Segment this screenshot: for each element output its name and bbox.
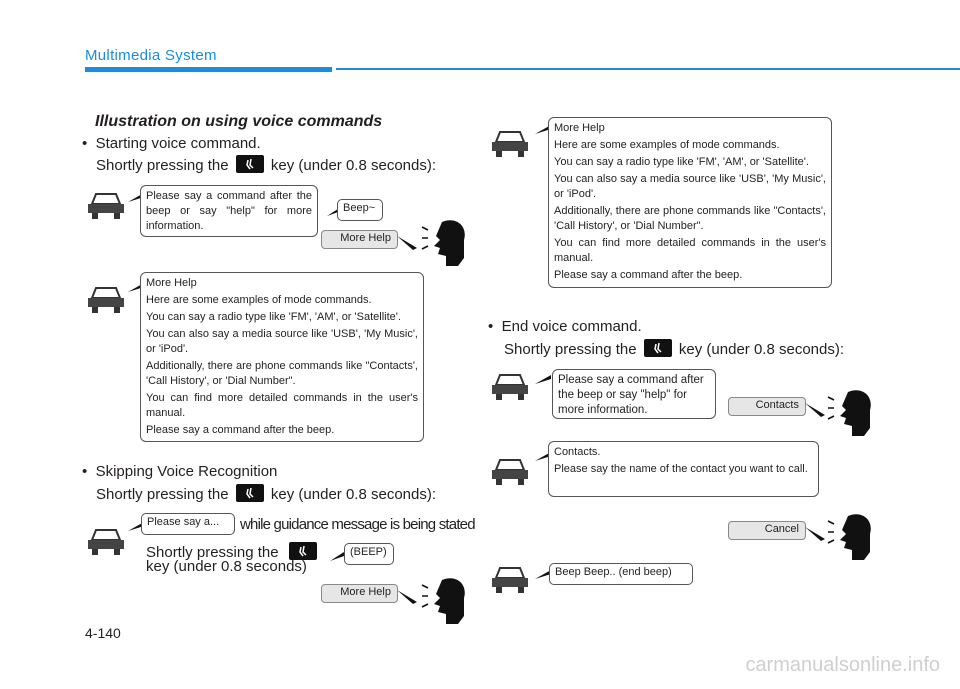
system-prompt-box: Please say a command after the beep or say "help" for more information.: [552, 369, 716, 419]
speech-tail: [805, 527, 825, 541]
user-speech-label: Cancel: [728, 521, 806, 540]
speech-tail: [805, 403, 825, 417]
speech-tail: [397, 590, 417, 604]
skipping-instruction: Shortly pressing the key (under 0.8 seconds):: [96, 486, 437, 503]
header-rule-thin: [336, 68, 960, 70]
speaking-person-icon: [826, 388, 874, 438]
system-prompt-short: Please say a...: [141, 513, 235, 535]
starting-instruction: Shortly pressing the key (under 0.8 seconds):: [96, 157, 437, 174]
car-icon: [490, 456, 530, 488]
section-title: Multimedia System: [85, 47, 217, 64]
watermark: carmanualsonline.info: [745, 654, 940, 676]
more-help-box-left: More Help Here are some examples of mode commands. You can say a radio type like 'FM', 'AM', or 'Satellite'. You can also say a media source like 'USB', 'My Music', or 'iPod'. Additionally, there are phone commands like "Contacts', 'Call History', or 'Dial Number". You can find more detailed commands in the user's manual. Please say a command after the beep.: [140, 272, 424, 442]
user-speech-label: Contacts: [728, 397, 806, 416]
skip-press-instruction: Shortly pressing the: [146, 542, 320, 561]
car-icon: [490, 564, 530, 596]
car-icon: [86, 284, 126, 316]
speech-tail: [330, 552, 344, 562]
talk-key-icon: [236, 155, 264, 173]
guidance-note: while guidance message is being stated: [240, 516, 475, 533]
skip-press-duration: key (under 0.8 seconds): [146, 558, 307, 575]
speaking-person-icon: [420, 218, 468, 268]
speaking-person-icon: [420, 576, 468, 626]
talk-key-icon: [236, 484, 264, 502]
system-prompt-box: Please say a command after the beep or say "help" for more information.: [140, 185, 318, 237]
ending-bullet: • End voice command.: [488, 318, 642, 335]
more-help-box-right: More Help Here are some examples of mode commands. You can say a radio type like 'FM', 'AM', or 'Satellite'. You can also say a media source like 'USB', 'My Music', or 'iPod'. Additionally, there are phone commands like "Contacts', 'Call History', or 'Dial Number". You can find more detailed commands in the user's manual. Please say a command after the beep.: [548, 117, 832, 288]
beep-label: (BEEP): [344, 543, 394, 565]
car-icon: [490, 128, 530, 160]
speech-tail: [535, 375, 551, 385]
ending-instruction: Shortly pressing the key (under 0.8 seconds):: [504, 341, 845, 358]
starting-bullet: • Starting voice command.: [82, 135, 261, 152]
page-number: 4-140: [85, 625, 121, 641]
speech-tail: [397, 236, 417, 250]
header-rule-thick: [85, 67, 332, 72]
car-icon: [86, 190, 126, 222]
talk-key-icon: [644, 339, 672, 357]
page-heading: Illustration on using voice commands: [95, 113, 383, 130]
user-speech-label: More Help: [321, 584, 398, 603]
contacts-prompt-box: Contacts. Please say the name of the contact you want to call.: [548, 441, 819, 497]
end-beep-label: Beep Beep.. (end beep): [549, 563, 693, 585]
user-speech-label: More Help: [321, 230, 398, 249]
beep-label: Beep~: [337, 199, 383, 221]
speaking-person-icon: [826, 512, 874, 562]
skipping-bullet: • Skipping Voice Recognition: [82, 463, 278, 480]
car-icon: [86, 526, 126, 558]
car-icon: [490, 371, 530, 403]
